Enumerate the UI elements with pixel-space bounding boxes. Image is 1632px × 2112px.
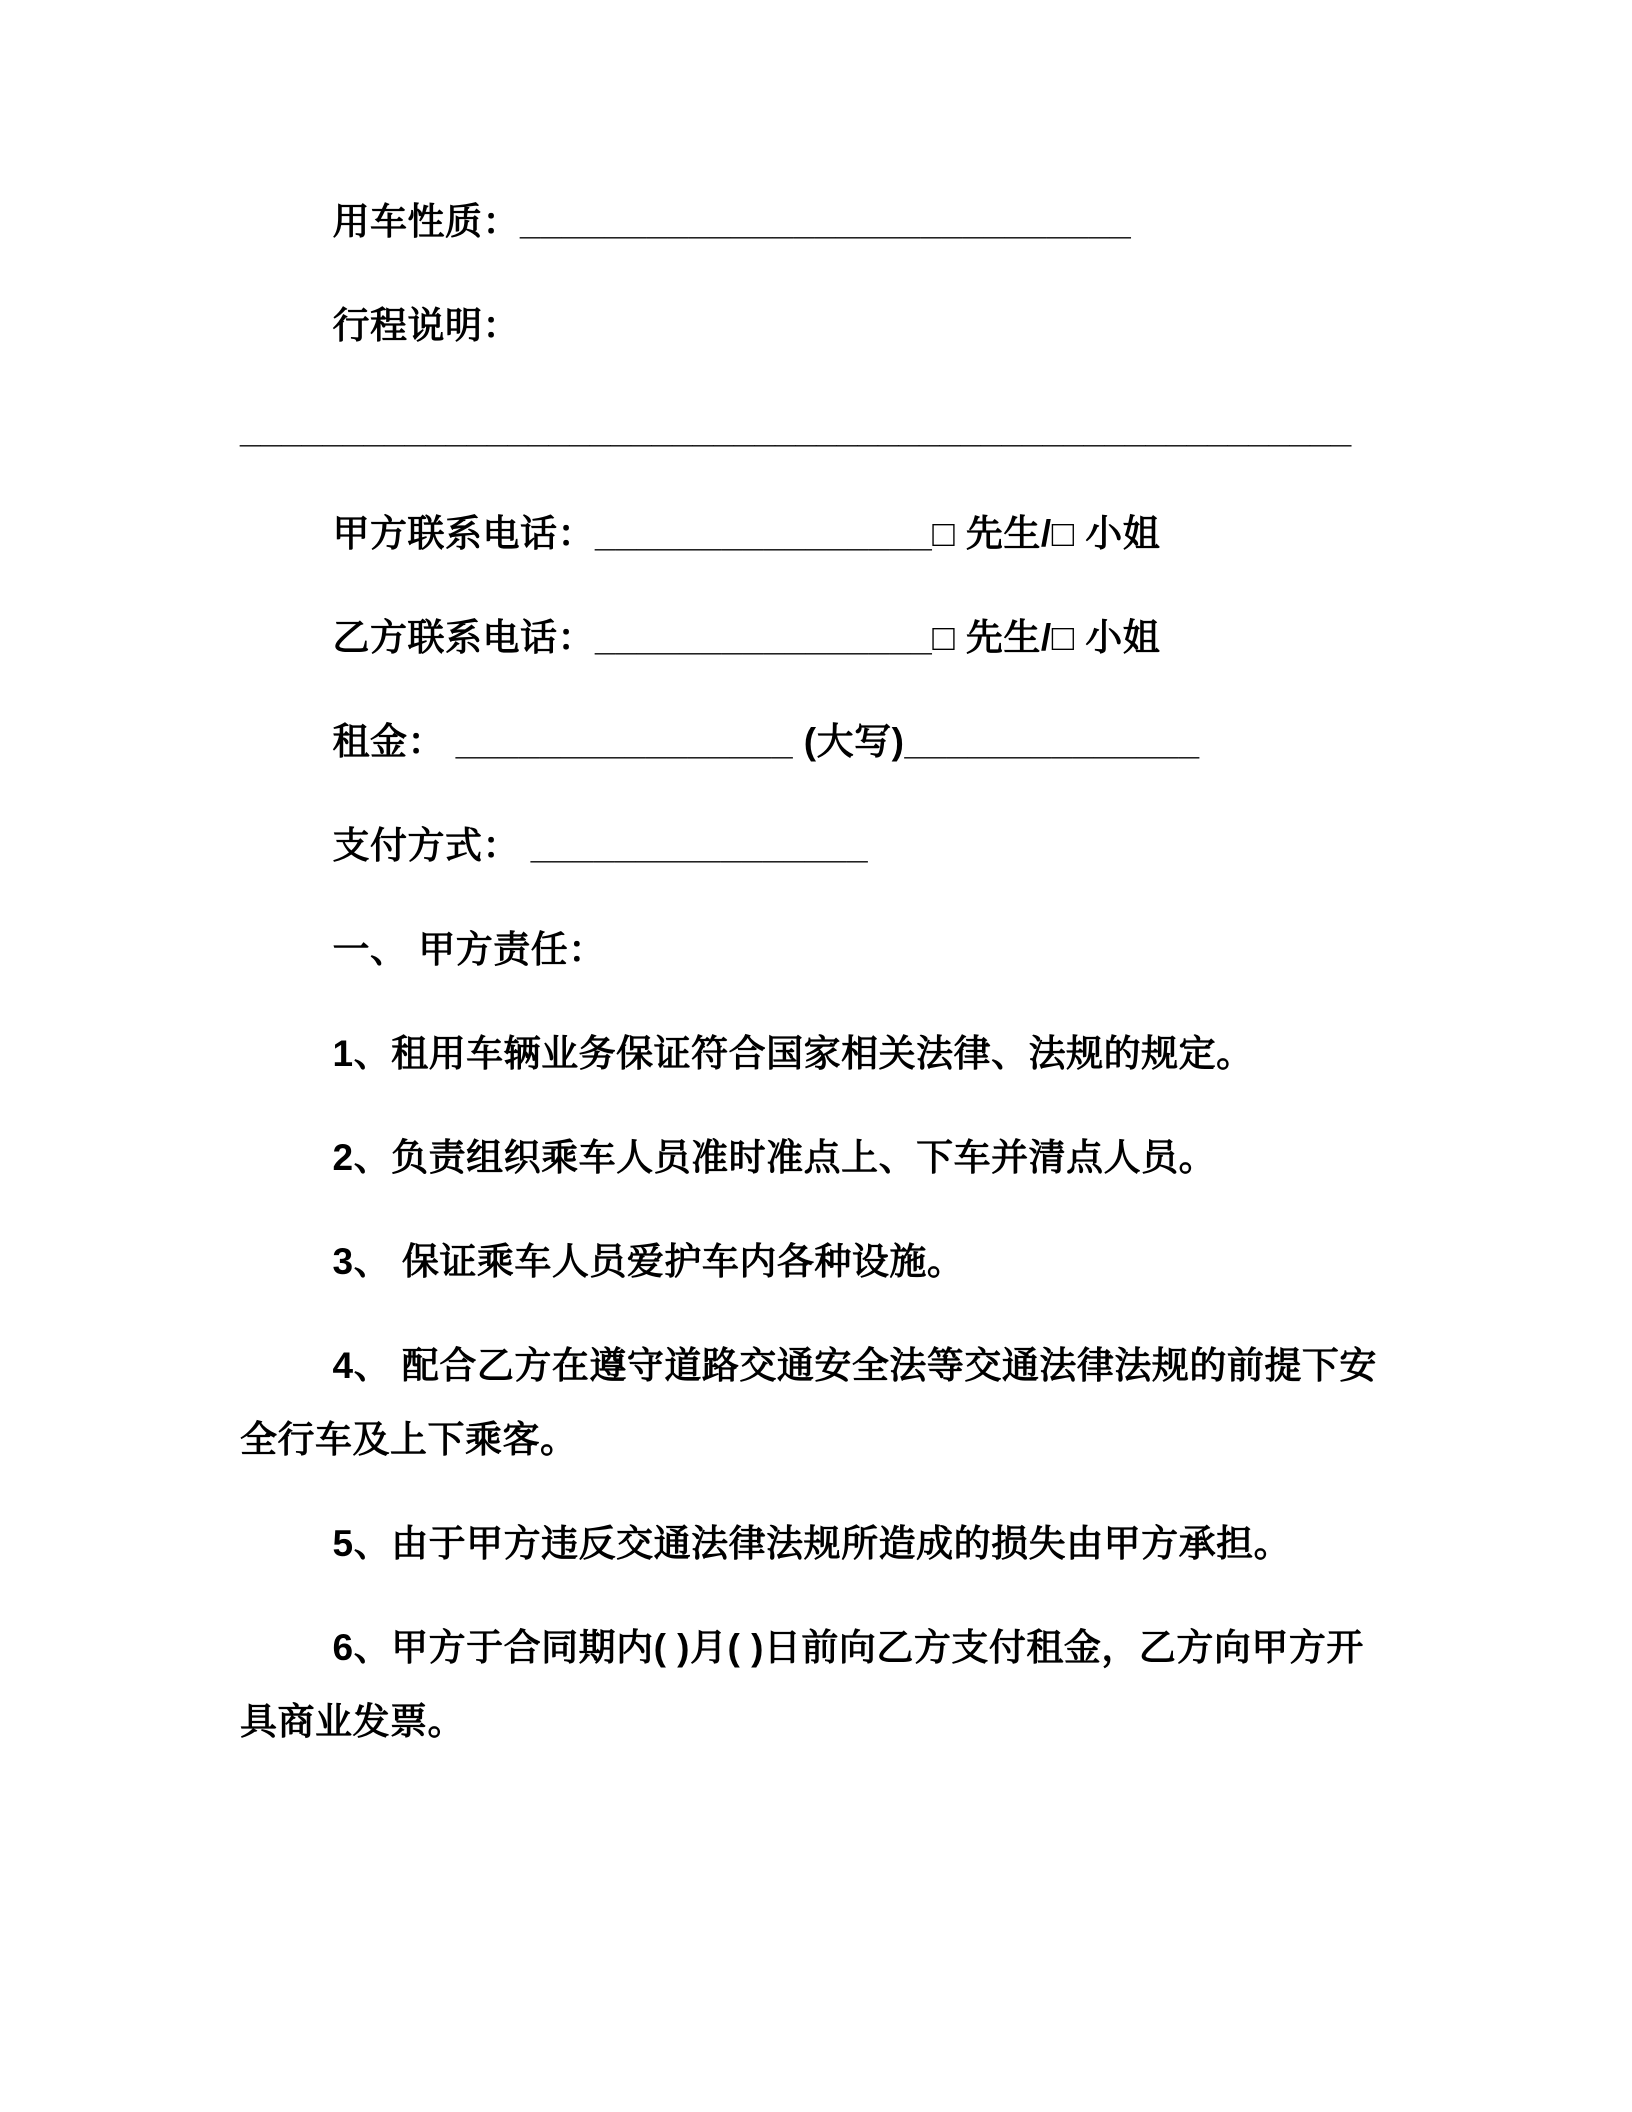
field-payment-method: 支付方式： ________________ [332,825,869,866]
field-party-b-phone: 乙方联系电话：________________□ 先生/□ 小姐 [332,617,1161,658]
field-vehicle-usage: 用车性质：_____________________________ [332,201,1132,242]
field-trip-description-label: 行程说明： [332,305,520,346]
clause-4: 4、 配合乙方在遵守道路交通安全法等交通法律法规的前提下安全行车及上下乘客。 [240,1345,1377,1460]
clause-1: 1、租用车辆业务保证符合国家相关法律、法规的规定。 [332,1033,1254,1074]
clause-2: 2、负责组织乘车人员准时准点上、下车并清点人员。 [332,1137,1217,1178]
field-rent: 租金： ________________ (大写)______________ [332,721,1200,762]
clause-3: 3、 保证乘车人员爱护车内各种设施。 [332,1241,965,1282]
section-heading-party-a-responsibilities: 一、 甲方责任： [332,929,606,970]
clause-5: 5、由于甲方违反交通法律法规所造成的损失由甲方承担。 [332,1523,1292,1564]
trip-description-blank-line: ______________________________________________________ [240,409,1352,450]
clause-6: 6、甲方于合同期内( )月( )日前向乙方支付租金，乙方向甲方开具商业发票。 [240,1627,1364,1742]
field-party-a-phone: 甲方联系电话：________________□ 先生/□ 小姐 [332,513,1161,554]
